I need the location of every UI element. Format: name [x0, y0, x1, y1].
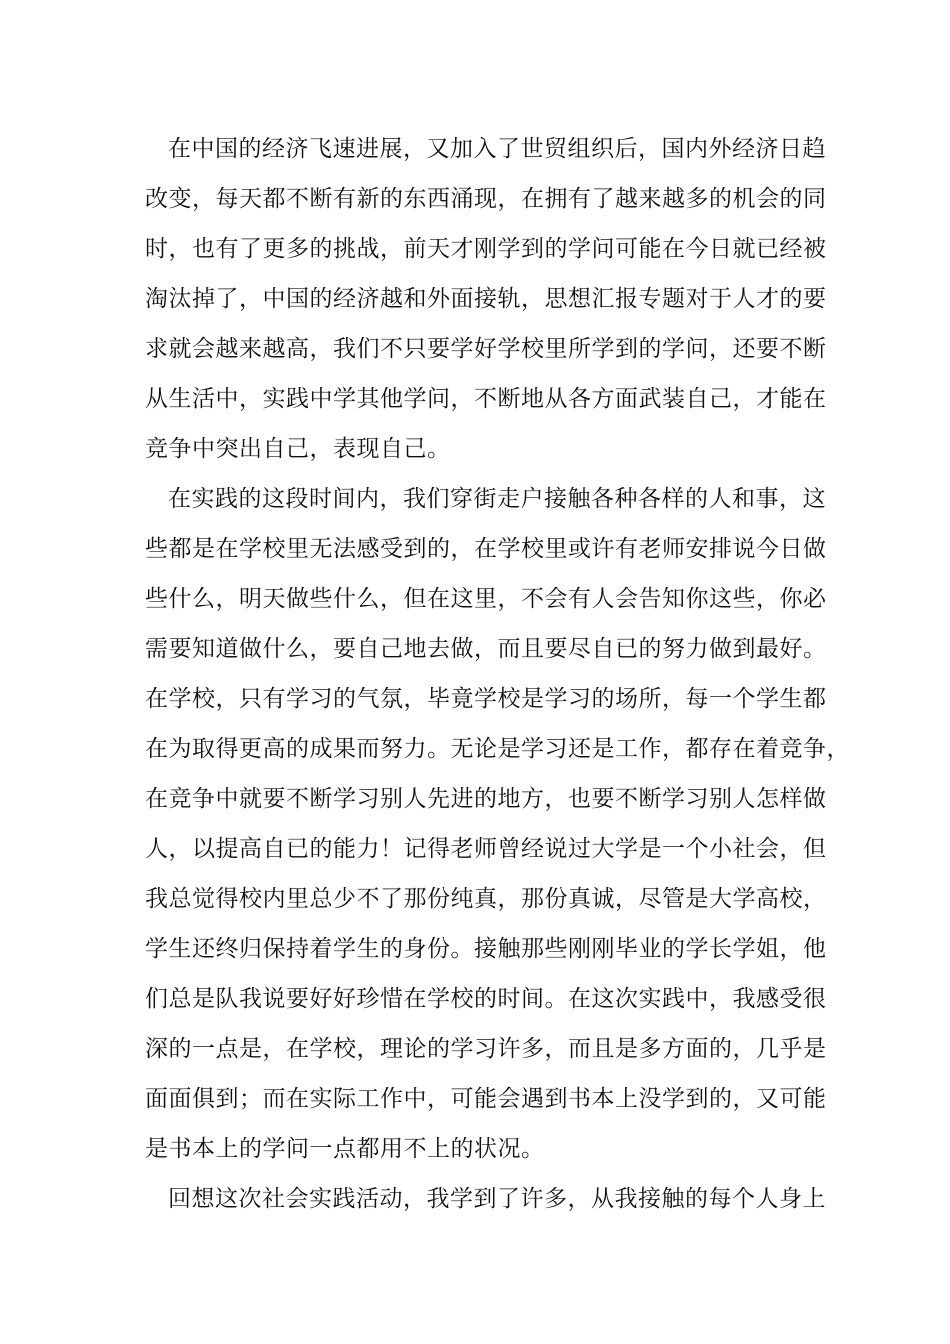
paragraph-2-line-5: 在学校，只有学习的气氛，毕竟学校是学习的场所，每一个学生都: [145, 686, 827, 712]
paragraph-3-line-1: 回想这次社会实践活动，我学到了许多，从我接触的每个人身上: [168, 1186, 826, 1212]
paragraph-1-line-5: 求就会越来越高，我们不只要学好学校里所学到的学问，还要不断: [145, 336, 827, 362]
paragraph-1-line-7: 竞争中突出自己，表现自己。: [145, 436, 451, 462]
paragraph-2-line-9: 我总觉得校内里总少不了那份纯真，那份真诚，尽管是大学高校，: [145, 886, 827, 912]
paragraph-1-line-2: 改变，每天都不断有新的东西涌现，在拥有了越来越多的机会的同: [145, 186, 827, 212]
paragraph-2-line-7: 在竞争中就要不断学习别人先进的地方，也要不断学习别人怎样做: [145, 786, 827, 812]
paragraph-2-line-13: 面面俱到；而在实际工作中，可能会遇到书本上没学到的，又可能: [145, 1086, 827, 1112]
paragraph-2-line-14: 是书本上的学问一点都用不上的状况。: [145, 1136, 545, 1162]
paragraph-1-line-6: 从生活中，实践中学其他学问，不断地从各方面武装自己，才能在: [145, 386, 827, 412]
paragraph-2-line-2: 些都是在学校里无法感受到的，在学校里或许有老师安排说今日做: [145, 536, 827, 562]
paragraph-2-line-12: 深的一点是，在学校，理论的学习许多，而且是多方面的，几乎是: [145, 1036, 827, 1062]
paragraph-2-line-11: 们总是队我说要好好珍惜在学校的时间。在这次实践中，我感受很: [145, 986, 827, 1012]
paragraph-2-line-10: 学生还终归保持着学生的身份。接触那些刚刚毕业的学长学姐，他: [145, 936, 827, 962]
paragraph-1-line-4: 淘汰掉了，中国的经济越和外面接轨，思想汇报专题对于人才的要: [145, 286, 827, 312]
paragraph-2-line-6: 在为取得更高的成果而努力。无论是学习还是工作，都存在着竞争，: [145, 736, 850, 762]
paragraph-2-line-8: 人，以提高自已的能力！记得老师曾经说过大学是一个小社会，但: [145, 836, 827, 862]
paragraph-1-line-1: 在中国的经济飞速进展，又加入了世贸组织后，国内外经济日趋: [168, 136, 826, 162]
paragraph-2-line-4: 需要知道做什么，要自己地去做，而且要尽自已的努力做到最好。: [145, 636, 827, 662]
paragraph-1-line-3: 时，也有了更多的挑战，前天才刚学到的学问可能在今日就已经被: [145, 236, 827, 262]
paragraph-2-line-3: 些什么，明天做些什么，但在这里，不会有人会告知你这些，你必: [145, 586, 827, 612]
paragraph-2-line-1: 在实践的这段时间内，我们穿街走户接触各种各样的人和事，这: [168, 486, 826, 512]
